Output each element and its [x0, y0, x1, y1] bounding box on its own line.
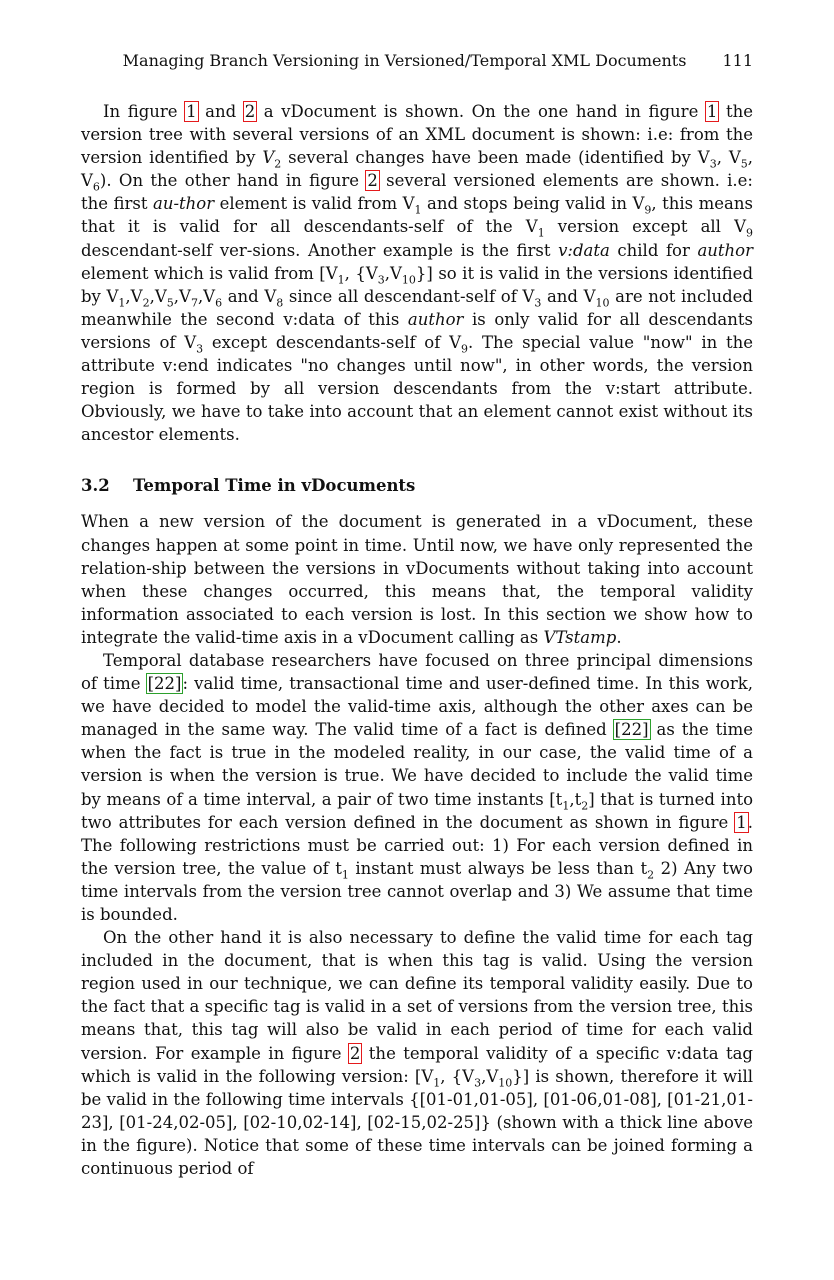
figure-1-link[interactable]: 1 — [706, 102, 718, 121]
section-title: Temporal Time in vDocuments — [133, 476, 416, 496]
citation-22-link[interactable]: [22] — [614, 720, 649, 740]
figure-1-link[interactable]: 1 — [186, 102, 197, 121]
citation-22-link[interactable]: [22] — [147, 674, 182, 694]
figure-2-link[interactable]: 2 — [349, 1043, 361, 1063]
page — [81, 50, 753, 1180]
figure-2-link[interactable]: 2 — [367, 171, 378, 191]
section-heading — [81, 474, 753, 497]
figure-2-link[interactable]: 2 — [244, 102, 256, 121]
paragraph-vdocument-example: In figure 1 and 2 a vDocument is shown. On the one hand in figure 1 the version tree with several versions of an XML document is shown: i.e: from the version identified by $V_2$ several changes have been made (identified by $V_3$, $V_5$, $V_6$). On the other hand in figure 2 several versioned elements are shown. i.e: the first au-thor element is valid from $V_1$ and stops being valid in $V_9$, this means that it is valid for all descendants-self of the $V_1$ version except all $V_9$ descendant-self ver-sions. Another example is the first v:data child for author element which is valid from [$V_1$, $\{V_3,V_{10}\}$] so it is valid in the versions identified by $V_1,V_2,V_5,V_7,V_6$ and $V_8$ since all descendant-self of $V_3$ and $V_{10}$ are not included meanwhile the second v:data of this author is only valid for all descendants versions of $V_3$ except descendants-self of $V_9$. The special value "now" in the attribute v:end indicates "no changes until now", in other words, the version region is formed by all version descendants from the v:start attribute. Obviously, we have to take into account that an element cannot exist without its ancestor elements. — [81, 102, 754, 445]
paragraph-vtstamp-intro: When a new version of the document is generated in a vDocument, these changes happen at some point in time. Until now, we have only represented the relation-ship between the versions in vDocuments without taking into account when these changes occurred, this means that, the temporal validity information associated to each version is lost. In this section we show how to integrate the valid-time axis in a vDocument calling as VTstamp. — [81, 512, 753, 647]
running-title: Managing Branch Versioning in Versioned/Temporal XML Documents — [122, 51, 687, 70]
running-header — [81, 50, 753, 74]
page-number: 111 — [722, 51, 753, 70]
paragraph-valid-time: Temporal database researchers have focused on three principal dimensions of time [22]: valid time, transactional time and user-defined time. In this work, we have decided to model the valid-time axis, although the other axes can be managed in the same way. The valid time of a fact is defined [22] as the time when the fact is true in the modeled reality, in our case, the valid time of a version is when the version is true. We have decided to include the valid time by means of a time interval, a pair of two time instants $[t_1,t_2]$ that is turned into two attributes for each version defined in the document as shown in figure 1. The following restrictions must be carried out: 1) For each version defined in the version tree, the value of $t_1$ instant must always be less than $t_2$ 2) Any two time intervals from the version tree cannot overlap and 3) We assume that time is bounded. — [81, 650, 754, 924]
paragraph-tag-validity: On the other hand it is also necessary to define the valid time for each tag included in the document, that is when this tag is valid. Using the version region used in our technique, we can define its temporal validity easily. Due to the fact that a specific tag is valid in a set of versions from the version tree, this means that, this tag will also be valid in each period of time for each valid version. For example in figure 2 the temporal validity of a specific v:data tag which is valid in the following version: [$V_1$, $\{V_3,V_{10}\}$] is shown, therefore it will be valid in the following time intervals {[01-01,01-05], [01-06,01-08], [01-21,01-23], [01-24,02-05], [02-10,02-14], [02-15,02-25]} (shown with a thick line above in the figure). Notice that some of these time intervals can be joined forming a continuous period of — [81, 928, 754, 1179]
figure-1-link[interactable]: 1 — [736, 812, 747, 832]
section-number: 3.2 — [81, 476, 110, 496]
